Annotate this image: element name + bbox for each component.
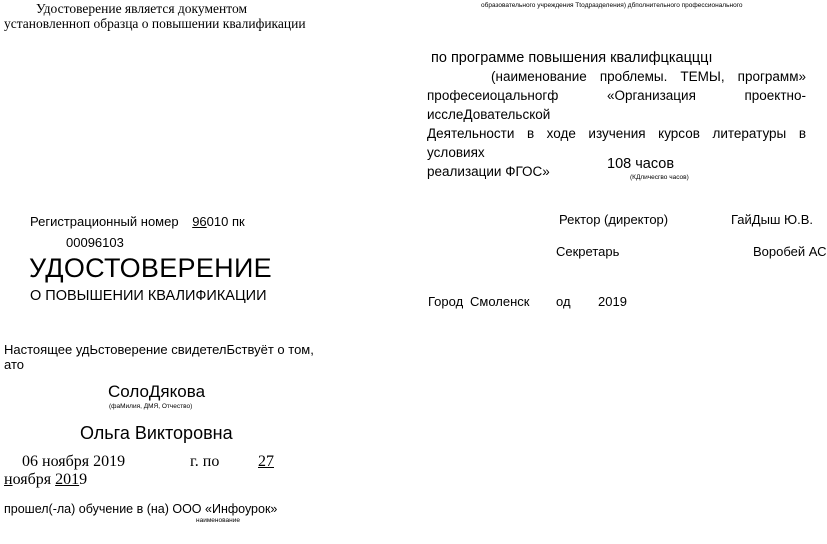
training-line: прошел(-ла) обучение в (на) ООО «Инфоурок» (4, 502, 278, 516)
year-label: од (556, 294, 571, 309)
registration-number-line2: 00096103 (66, 235, 124, 250)
certify-line-2: ато (4, 357, 24, 372)
organization-caption: образовательного учреждения Ttoдразделения) дбполнительного профессионального (481, 2, 743, 9)
date-to-month-year (4, 471, 87, 489)
registration-label: Регистрационный номер (30, 214, 179, 229)
hours-caption: (КДличесгво часов) (630, 174, 689, 181)
secretary-label: Секретарь (556, 244, 620, 259)
document-subtitle: О ПОВЫШЕНИИ КВАЛИФИКАЦИИ (30, 288, 267, 304)
program-description-line: професеиоцальногф «Организация проектно-исслеДовательской (427, 88, 806, 122)
city-name: Смоленск (470, 294, 530, 309)
program-description-line: реализации ФГОС» (427, 164, 550, 179)
header-line-1: Удостоверение является документом (36, 1, 247, 16)
date-to-year-part-b: 9 (79, 471, 88, 488)
recipient-given-names: Ольга Викторовна (80, 423, 233, 443)
program-title: по программе повышения квалифцкацццı (431, 50, 713, 66)
surname-caption: (фаМилия, ДМЯ, Отчество) (109, 403, 193, 410)
hours: 108 часов (607, 156, 675, 172)
date-to-day: 27 (258, 453, 274, 470)
issue-year: 2019 (598, 294, 627, 309)
program-description-line: (наименование проблемы. ТЕМЫ, программ» (491, 69, 806, 84)
date-to-year-part-a: 201 (55, 471, 80, 488)
city-label: Город (428, 294, 464, 309)
program-description-line: Деятельности в ходе изучения курсов литературы в условиях (427, 126, 806, 160)
date-to-month-part-b: оября (12, 471, 56, 488)
recipient-surname: СолоДякова (108, 382, 206, 401)
rector-name: ГайДыш Ю.В. (731, 212, 814, 227)
header-line-2: установленноп образца о повышении квалификации (4, 16, 306, 31)
certify-line-1: Настоящее удЬстоверение свидетелБствуёт о том, (4, 342, 314, 357)
registration-number-part-a: 96 (192, 214, 207, 229)
registration-number-part-b: 010 пк (206, 214, 245, 229)
secretary-name: Воробей АС (753, 244, 827, 259)
date-to-month-part-a: н (4, 471, 13, 488)
date-mid: г. по (190, 453, 220, 470)
document-title: УДОСТОВЕРЕНИЕ (29, 253, 272, 283)
registration-number (30, 214, 245, 229)
date-from: 06 ноября 2019 (22, 453, 126, 470)
rector-label: Ректор (директор) (559, 212, 669, 227)
training-caption: наименование (196, 517, 240, 524)
